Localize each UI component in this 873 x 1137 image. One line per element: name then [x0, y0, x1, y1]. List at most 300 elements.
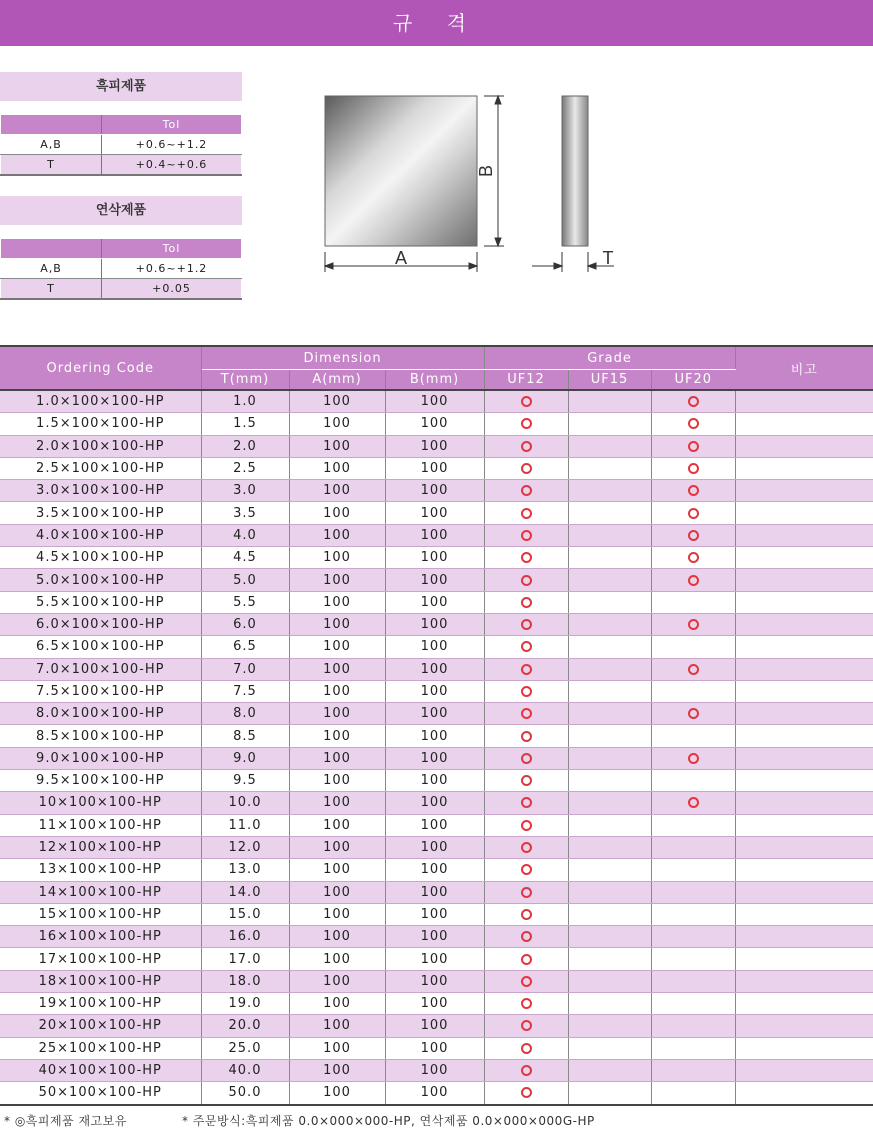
a-cell: 100: [289, 435, 385, 457]
a-cell: 100: [289, 457, 385, 479]
table-row: [0, 524, 873, 546]
a-cell: 100: [289, 390, 385, 413]
table-row: [0, 1037, 873, 1059]
table-row: [0, 390, 873, 413]
header-grade: Grade: [484, 346, 735, 370]
code-cell: 5.5×100×100-HP: [0, 591, 201, 613]
t-cell: 10.0: [201, 792, 289, 814]
available-mark-icon: [688, 485, 699, 496]
remark-cell: [735, 413, 873, 435]
a-cell: 100: [289, 547, 385, 569]
code-cell: 7.0×100×100-HP: [0, 658, 201, 680]
remark-cell: [735, 1082, 873, 1105]
remark-cell: [735, 591, 873, 613]
uf12-cell: [484, 457, 568, 479]
uf20-cell: [651, 970, 735, 992]
page-title: 규 격: [0, 0, 873, 46]
remark-cell: [735, 1037, 873, 1059]
table-row: [0, 547, 873, 569]
b-cell: 100: [385, 547, 484, 569]
uf12-cell: [484, 413, 568, 435]
code-cell: 5.0×100×100-HP: [0, 569, 201, 591]
available-mark-icon: [521, 998, 532, 1009]
available-mark-icon: [688, 664, 699, 675]
code-cell: 10×100×100-HP: [0, 792, 201, 814]
b-cell: 100: [385, 703, 484, 725]
available-mark-icon: [521, 797, 532, 808]
t-cell: 1.5: [201, 413, 289, 435]
available-mark-icon: [521, 753, 532, 764]
remark-cell: [735, 502, 873, 524]
available-mark-icon: [521, 864, 532, 875]
b-cell: 100: [385, 792, 484, 814]
uf15-cell: [568, 747, 651, 769]
b-cell: 100: [385, 948, 484, 970]
a-cell: 100: [289, 859, 385, 881]
t-cell: 19.0: [201, 993, 289, 1015]
available-mark-icon: [521, 1087, 532, 1098]
uf12-cell: [484, 658, 568, 680]
available-mark-icon: [688, 396, 699, 407]
available-mark-icon: [688, 753, 699, 764]
uf15-cell: [568, 1037, 651, 1059]
available-mark-icon: [688, 619, 699, 630]
table-row: [0, 502, 873, 524]
footer-order-note: * 주문방식:흑피제품 0.0×000×000-HP, 연삭제품 0.0×000×000G-HP: [182, 1114, 595, 1128]
remark-cell: [735, 480, 873, 502]
b-cell: 100: [385, 1082, 484, 1105]
b-cell: 100: [385, 747, 484, 769]
tol-header: Tol: [102, 114, 242, 135]
t-cell: 5.5: [201, 591, 289, 613]
uf12-cell: [484, 903, 568, 925]
table-row: [0, 970, 873, 992]
uf20-cell: [651, 948, 735, 970]
table-row: [0, 591, 873, 613]
a-cell: 100: [289, 591, 385, 613]
a-cell: 100: [289, 524, 385, 546]
table-row: [0, 480, 873, 502]
b-cell: 100: [385, 970, 484, 992]
remark-cell: [735, 970, 873, 992]
code-cell: 2.5×100×100-HP: [0, 457, 201, 479]
uf15-cell: [568, 859, 651, 881]
available-mark-icon: [688, 575, 699, 586]
uf20-cell: [651, 814, 735, 836]
code-cell: 11×100×100-HP: [0, 814, 201, 836]
table-row: [0, 658, 873, 680]
uf12-cell: [484, 435, 568, 457]
a-cell: 100: [289, 747, 385, 769]
uf20-cell: [651, 390, 735, 413]
b-cell: 100: [385, 725, 484, 747]
remark-cell: [735, 770, 873, 792]
remark-cell: [735, 814, 873, 836]
uf20-cell: [651, 903, 735, 925]
available-mark-icon: [521, 686, 532, 697]
uf15-cell: [568, 725, 651, 747]
uf20-cell: [651, 1037, 735, 1059]
remark-cell: [735, 569, 873, 591]
available-mark-icon: [521, 1065, 532, 1076]
uf20-cell: [651, 993, 735, 1015]
table-row: [0, 413, 873, 435]
black-skin-tolerance-table: [0, 72, 242, 176]
code-cell: 18×100×100-HP: [0, 970, 201, 992]
uf12-cell: [484, 480, 568, 502]
code-cell: 1.0×100×100-HP: [0, 390, 201, 413]
tol-value: +0.4~+0.6: [102, 155, 242, 176]
code-cell: 15×100×100-HP: [0, 903, 201, 925]
t-cell: 11.0: [201, 814, 289, 836]
uf20-cell: [651, 480, 735, 502]
a-cell: 100: [289, 814, 385, 836]
b-cell: 100: [385, 457, 484, 479]
uf15-cell: [568, 836, 651, 858]
tol-value: +0.6~+1.2: [102, 259, 242, 279]
uf15-cell: [568, 457, 651, 479]
code-cell: 4.5×100×100-HP: [0, 547, 201, 569]
available-mark-icon: [521, 552, 532, 563]
remark-cell: [735, 1015, 873, 1037]
t-cell: 12.0: [201, 836, 289, 858]
uf12-cell: [484, 1059, 568, 1081]
uf12-cell: [484, 1082, 568, 1105]
available-mark-icon: [688, 418, 699, 429]
t-cell: 3.0: [201, 480, 289, 502]
uf15-cell: [568, 390, 651, 413]
uf20-cell: [651, 613, 735, 635]
uf20-cell: [651, 1082, 735, 1105]
uf15-cell: [568, 658, 651, 680]
uf12-cell: [484, 725, 568, 747]
t-cell: 16.0: [201, 926, 289, 948]
uf15-cell: [568, 524, 651, 546]
t-cell: 6.0: [201, 613, 289, 635]
a-cell: 100: [289, 413, 385, 435]
t-cell: 50.0: [201, 1082, 289, 1105]
uf12-cell: [484, 703, 568, 725]
uf12-cell: [484, 390, 568, 413]
table-row: [0, 613, 873, 635]
available-mark-icon: [521, 664, 532, 675]
uf20-cell: [651, 836, 735, 858]
remark-cell: [735, 948, 873, 970]
b-cell: 100: [385, 613, 484, 635]
header-uf15: UF15: [568, 370, 651, 391]
a-cell: 100: [289, 658, 385, 680]
code-cell: 9.5×100×100-HP: [0, 770, 201, 792]
table-row: [0, 1082, 873, 1105]
table-row: [0, 770, 873, 792]
uf15-cell: [568, 926, 651, 948]
code-cell: 1.5×100×100-HP: [0, 413, 201, 435]
code-cell: 4.0×100×100-HP: [0, 524, 201, 546]
available-mark-icon: [521, 508, 532, 519]
t-cell: 18.0: [201, 970, 289, 992]
b-cell: 100: [385, 658, 484, 680]
available-mark-icon: [521, 1043, 532, 1054]
uf20-cell: [651, 413, 735, 435]
remark-cell: [735, 547, 873, 569]
uf20-cell: [651, 747, 735, 769]
uf12-cell: [484, 970, 568, 992]
b-cell: 100: [385, 591, 484, 613]
remark-cell: [735, 680, 873, 702]
t-cell: 20.0: [201, 1015, 289, 1037]
table-row: [0, 836, 873, 858]
uf12-cell: [484, 613, 568, 635]
remark-cell: [735, 859, 873, 881]
table-row: [0, 569, 873, 591]
remark-cell: [735, 903, 873, 925]
uf12-cell: [484, 926, 568, 948]
uf15-cell: [568, 547, 651, 569]
header-ordering-code: Ordering Code: [0, 346, 201, 390]
t-cell: 8.0: [201, 703, 289, 725]
code-cell: 17×100×100-HP: [0, 948, 201, 970]
available-mark-icon: [521, 418, 532, 429]
uf15-cell: [568, 703, 651, 725]
code-cell: 3.0×100×100-HP: [0, 480, 201, 502]
uf20-cell: [651, 569, 735, 591]
table-row: [0, 703, 873, 725]
t-cell: 3.5: [201, 502, 289, 524]
available-mark-icon: [521, 842, 532, 853]
b-cell: 100: [385, 881, 484, 903]
uf12-cell: [484, 569, 568, 591]
uf20-cell: [651, 859, 735, 881]
available-mark-icon: [688, 708, 699, 719]
available-mark-icon: [521, 1020, 532, 1031]
tol-header: Tol: [102, 238, 242, 259]
a-cell: 100: [289, 881, 385, 903]
t-cell: 9.0: [201, 747, 289, 769]
remark-cell: [735, 390, 873, 413]
tol-value: +0.05: [102, 279, 242, 300]
table-row: [0, 636, 873, 658]
a-cell: 100: [289, 680, 385, 702]
a-cell: 100: [289, 502, 385, 524]
b-cell: 100: [385, 636, 484, 658]
code-cell: 20×100×100-HP: [0, 1015, 201, 1037]
table-row: [0, 948, 873, 970]
tol-label: A,B: [1, 135, 102, 155]
b-cell: 100: [385, 993, 484, 1015]
uf12-cell: [484, 524, 568, 546]
remark-cell: [735, 836, 873, 858]
available-mark-icon: [521, 485, 532, 496]
available-mark-icon: [521, 931, 532, 942]
plate-dimension-diagram: [300, 80, 660, 290]
a-cell: 100: [289, 725, 385, 747]
t-cell: 2.5: [201, 457, 289, 479]
uf20-cell: [651, 457, 735, 479]
a-cell: 100: [289, 1059, 385, 1081]
code-cell: 9.0×100×100-HP: [0, 747, 201, 769]
code-cell: 40×100×100-HP: [0, 1059, 201, 1081]
b-cell: 100: [385, 1015, 484, 1037]
available-mark-icon: [521, 396, 532, 407]
uf20-cell: [651, 770, 735, 792]
uf20-cell: [651, 792, 735, 814]
remark-cell: [735, 636, 873, 658]
uf12-cell: [484, 948, 568, 970]
available-mark-icon: [688, 508, 699, 519]
table-row: [0, 457, 873, 479]
uf20-cell: [651, 547, 735, 569]
a-cell: 100: [289, 926, 385, 948]
table-row: [0, 435, 873, 457]
a-cell: 100: [289, 1037, 385, 1059]
uf12-cell: [484, 836, 568, 858]
uf15-cell: [568, 569, 651, 591]
t-cell: 6.5: [201, 636, 289, 658]
a-cell: 100: [289, 569, 385, 591]
header-uf20: UF20: [651, 370, 735, 391]
remark-cell: [735, 613, 873, 635]
code-cell: 19×100×100-HP: [0, 993, 201, 1015]
b-cell: 100: [385, 926, 484, 948]
uf15-cell: [568, 881, 651, 903]
table-row: [0, 680, 873, 702]
uf15-cell: [568, 903, 651, 925]
uf20-cell: [651, 658, 735, 680]
available-mark-icon: [521, 954, 532, 965]
uf12-cell: [484, 859, 568, 881]
b-cell: 100: [385, 524, 484, 546]
remark-cell: [735, 725, 873, 747]
uf20-cell: [651, 680, 735, 702]
uf12-cell: [484, 770, 568, 792]
code-cell: 13×100×100-HP: [0, 859, 201, 881]
a-cell: 100: [289, 792, 385, 814]
t-cell: 15.0: [201, 903, 289, 925]
remark-cell: [735, 792, 873, 814]
available-mark-icon: [521, 597, 532, 608]
available-mark-icon: [521, 909, 532, 920]
b-cell: 100: [385, 502, 484, 524]
table-row: [0, 993, 873, 1015]
plate-edge: [562, 96, 588, 246]
uf20-cell: [651, 591, 735, 613]
b-cell: 100: [385, 1059, 484, 1081]
label-t: T: [602, 248, 614, 268]
uf15-cell: [568, 502, 651, 524]
table-row: [0, 725, 873, 747]
remark-cell: [735, 457, 873, 479]
code-cell: 2.0×100×100-HP: [0, 435, 201, 457]
remark-cell: [735, 747, 873, 769]
available-mark-icon: [521, 641, 532, 652]
tol-value: +0.6~+1.2: [102, 135, 242, 155]
b-cell: 100: [385, 435, 484, 457]
t-cell: 5.0: [201, 569, 289, 591]
a-cell: 100: [289, 948, 385, 970]
available-mark-icon: [521, 530, 532, 541]
a-cell: 100: [289, 1082, 385, 1105]
spec-table: [0, 345, 873, 1106]
code-cell: 7.5×100×100-HP: [0, 680, 201, 702]
b-cell: 100: [385, 770, 484, 792]
b-cell: 100: [385, 836, 484, 858]
uf15-cell: [568, 770, 651, 792]
uf15-cell: [568, 948, 651, 970]
plate-face: [325, 96, 477, 246]
uf20-cell: [651, 524, 735, 546]
header-t: T(mm): [201, 370, 289, 391]
available-mark-icon: [688, 797, 699, 808]
available-mark-icon: [521, 887, 532, 898]
t-cell: 9.5: [201, 770, 289, 792]
uf20-cell: [651, 1015, 735, 1037]
t-cell: 4.0: [201, 524, 289, 546]
code-cell: 8.5×100×100-HP: [0, 725, 201, 747]
uf20-cell: [651, 1059, 735, 1081]
uf12-cell: [484, 747, 568, 769]
table-row: [0, 926, 873, 948]
available-mark-icon: [521, 820, 532, 831]
table-row: [0, 814, 873, 836]
code-cell: 3.5×100×100-HP: [0, 502, 201, 524]
uf15-cell: [568, 970, 651, 992]
available-mark-icon: [688, 441, 699, 452]
tol-label: T: [1, 155, 102, 176]
table-row: [0, 747, 873, 769]
remark-cell: [735, 658, 873, 680]
uf15-cell: [568, 435, 651, 457]
uf12-cell: [484, 636, 568, 658]
t-cell: 40.0: [201, 1059, 289, 1081]
uf15-cell: [568, 792, 651, 814]
a-cell: 100: [289, 770, 385, 792]
t-cell: 1.0: [201, 390, 289, 413]
tol-header-blank: [1, 238, 102, 259]
ground-tolerance-table: [0, 196, 242, 300]
header-remark: 비고: [735, 346, 873, 390]
tol-header-blank: [1, 114, 102, 135]
available-mark-icon: [688, 552, 699, 563]
uf15-cell: [568, 1059, 651, 1081]
code-cell: 6.5×100×100-HP: [0, 636, 201, 658]
header-dimension: Dimension: [201, 346, 484, 370]
uf20-cell: [651, 881, 735, 903]
a-cell: 100: [289, 613, 385, 635]
uf15-cell: [568, 413, 651, 435]
code-cell: 12×100×100-HP: [0, 836, 201, 858]
code-cell: 16×100×100-HP: [0, 926, 201, 948]
remark-cell: [735, 703, 873, 725]
uf15-cell: [568, 613, 651, 635]
header-uf12: UF12: [484, 370, 568, 391]
header-a: A(mm): [289, 370, 385, 391]
uf20-cell: [651, 502, 735, 524]
uf12-cell: [484, 1037, 568, 1059]
t-cell: 7.5: [201, 680, 289, 702]
black-skin-heading: 흑피제품: [0, 72, 242, 101]
b-cell: 100: [385, 390, 484, 413]
uf15-cell: [568, 1015, 651, 1037]
available-mark-icon: [521, 775, 532, 786]
uf20-cell: [651, 703, 735, 725]
table-row: [0, 1059, 873, 1081]
a-cell: 100: [289, 836, 385, 858]
uf15-cell: [568, 814, 651, 836]
available-mark-icon: [521, 708, 532, 719]
uf12-cell: [484, 814, 568, 836]
a-cell: 100: [289, 993, 385, 1015]
spec-table-body: [0, 390, 873, 1105]
